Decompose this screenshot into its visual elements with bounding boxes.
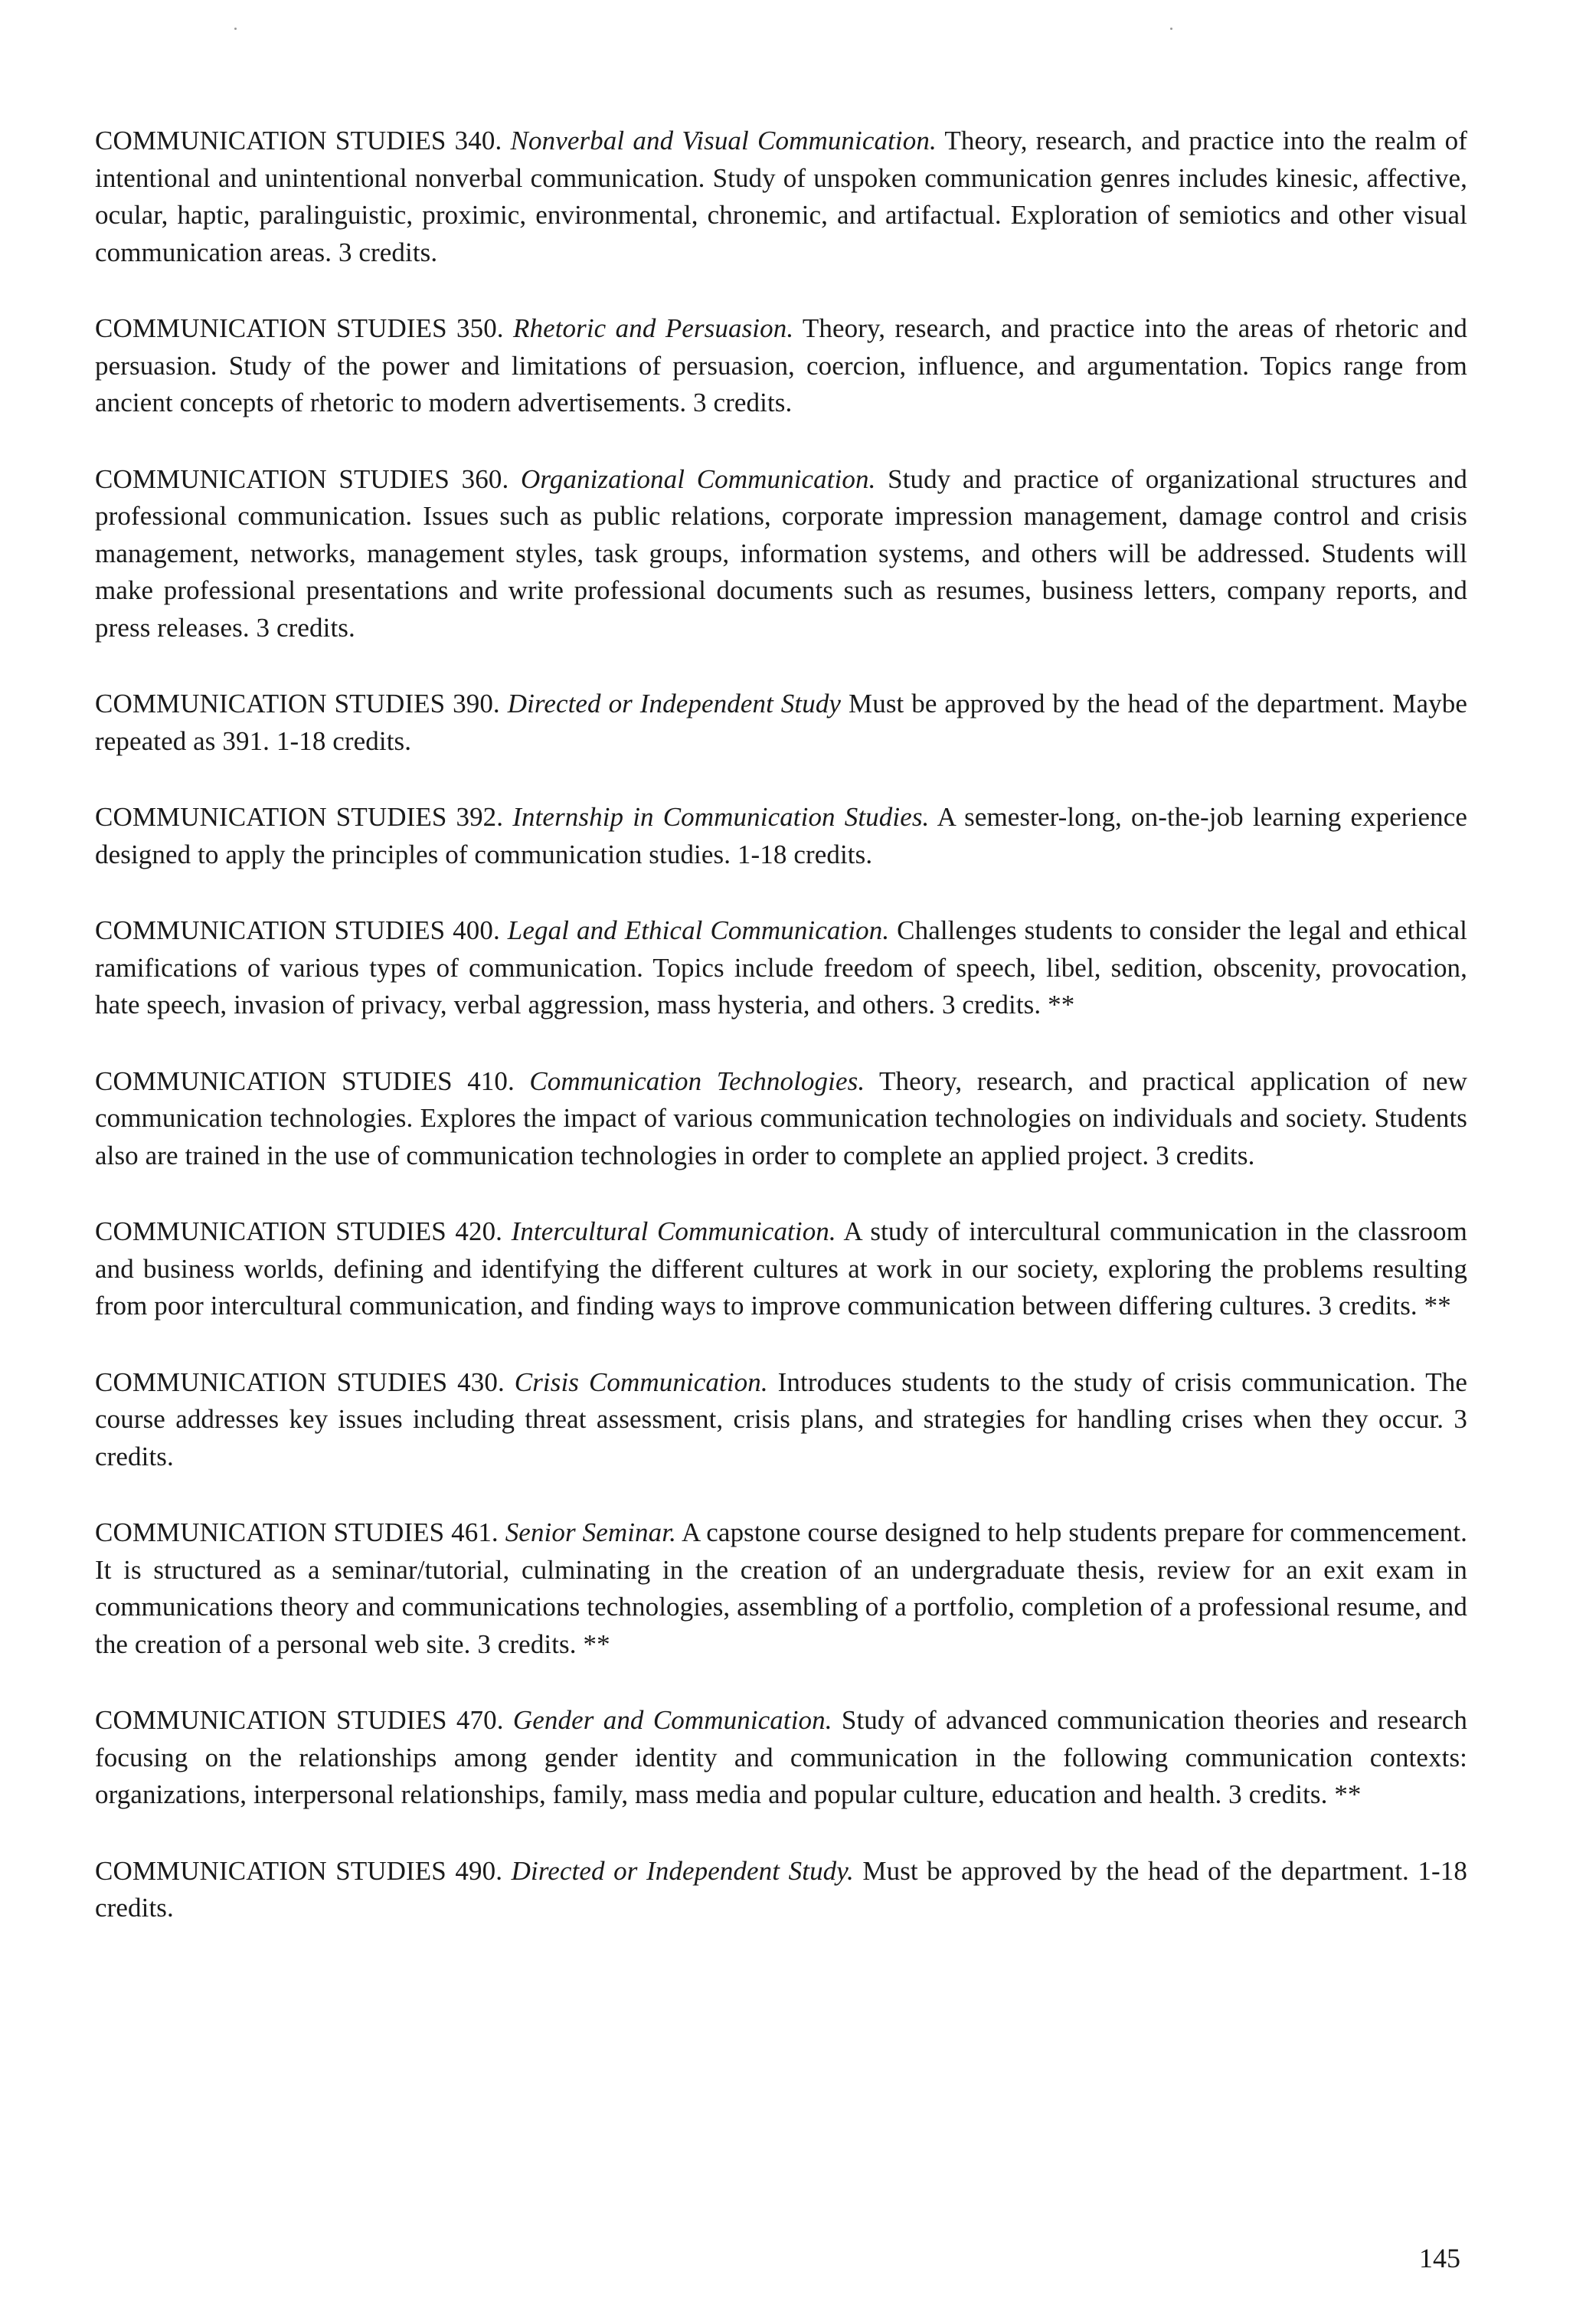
course-title: Senior Seminar.	[505, 1517, 676, 1547]
course-description: A semester-long, on-the-job learning experience designed to apply the principles of communication studies. 1-18 credits.	[95, 802, 1467, 869]
course-title: Nonverbal and Visual Communication.	[510, 126, 937, 155]
course-entry-400	[95, 912, 1467, 1024]
course-code: COMMUNICATION STUDIES 490.	[95, 1855, 503, 1886]
course-description: A study of intercultural communication in the classroom and business worlds, defining and identifying the different cultures at work in our society, exploring the problems resulting from poor intercultural communication, and finding ways to improve communication between differing cultures. 3 credits. **	[95, 1216, 1467, 1321]
course-entry-390	[95, 686, 1467, 760]
course-entry-461	[95, 1514, 1467, 1663]
course-title: Organizational Communication.	[521, 463, 876, 494]
course-entry-392	[95, 799, 1467, 873]
course-title: Intercultural Communication.	[511, 1216, 836, 1246]
scan-speck	[234, 28, 237, 30]
course-entry-490	[95, 1853, 1467, 1927]
course-code: COMMUNICATION STUDIES 392.	[95, 802, 504, 832]
course-code: COMMUNICATION STUDIES 420.	[95, 1216, 503, 1246]
course-description: Theory, research, and practice into the realm of intentional and unintentional nonverbal communication. Study of unspoken communication genres includes kinesic, affective, ocular, haptic, paralinguistic, proximic, environmental, chronemic, and artifactual. Exploration of semiotics and other visual communication areas. 3 credits.	[95, 126, 1467, 267]
course-title: Directed or Independent Study.	[511, 1855, 854, 1886]
course-entry-410	[95, 1063, 1467, 1175]
course-title: Rhetoric and Persuasion.	[513, 313, 794, 343]
course-title: Gender and Communication.	[512, 1705, 832, 1735]
course-code: COMMUNICATION STUDIES 350.	[95, 313, 504, 343]
course-description: Study of advanced communication theories and research focusing on the relationships among gender identity and communication in the following communication contexts: organizations, interpersonal relationships, family, mass media and popular culture, education and health. 3 credits. **	[95, 1705, 1467, 1809]
course-title: Crisis Communication.	[514, 1367, 768, 1397]
course-description: Study and practice of organizational structures and professional communication. Issues such as public relations, corporate impression management, damage control and crisis management, networks, management styles, task groups, information systems, and others will be addressed. Students will make professional presentations and write professional documents such as resumes, business letters, company reports, and press releases. 3 credits.	[95, 463, 1467, 643]
course-code: COMMUNICATION STUDIES 340.	[95, 126, 502, 155]
course-entry-430	[95, 1364, 1467, 1476]
course-description: Must be approved by the head of the department. 1-18 credits.	[95, 1855, 1467, 1923]
scan-speck	[1170, 28, 1172, 30]
course-code: COMMUNICATION STUDIES 430.	[95, 1367, 505, 1397]
course-description: Challenges students to consider the legal and ethical ramifications of various types of communication. Topics include freedom of speech, libel, sedition, obscenity, provocation, hate speech, invasion of privacy, verbal aggression, mass hysteria, and others. 3 credits. **	[95, 915, 1467, 1020]
course-title: Communication Technologies.	[529, 1065, 865, 1096]
course-title: Legal and Ethical Communication.	[507, 915, 890, 945]
course-description: Introduces students to the study of crisis communication. The course addresses key issues including threat assessment, crisis plans, and strategies for handling crises when they occur. 3 credits.	[95, 1367, 1467, 1471]
course-code: COMMUNICATION STUDIES 461.	[95, 1517, 499, 1547]
course-description: Theory, research, and practical application of new communication technologies. Explores the impact of various communication technologies on individuals and society. Students also are trained in the use of communication technologies in order to complete an applied project. 3 credits.	[95, 1065, 1467, 1170]
page-number: 145	[1419, 2243, 1460, 2273]
course-code: COMMUNICATION STUDIES 470.	[95, 1705, 504, 1735]
course-title: Directed or Independent Study	[507, 689, 842, 718]
course-code: COMMUNICATION STUDIES 390.	[95, 689, 500, 718]
course-description: Must be approved by the head of the department. Maybe repeated as 391. 1-18 credits.	[95, 689, 1467, 756]
course-code: COMMUNICATION STUDIES 410.	[95, 1065, 515, 1096]
course-code: COMMUNICATION STUDIES 360.	[95, 463, 509, 494]
course-entry-360	[95, 461, 1467, 647]
course-entry-420	[95, 1213, 1467, 1325]
course-description: Theory, research, and practice into the areas of rhetoric and persuasion. Study of the power and limitations of persuasion, coercion, influence, and argumentation. Topics range from ancient concepts of rhetoric to modern advertisements. 3 credits.	[95, 313, 1467, 417]
course-list	[95, 123, 1467, 1966]
course-entry-470	[95, 1702, 1467, 1814]
course-description: A capstone course designed to help students prepare for commencement. It is structured as a seminar/tutorial, culminating in the creation of an undergraduate thesis, review for an exit exam in communications theory and communications technologies, assembling of a portfolio, completion of a professional resume, and the creation of a personal web site. 3 credits. **	[95, 1517, 1467, 1659]
course-entry-340	[95, 123, 1467, 271]
course-title: Internship in Communication Studies.	[512, 802, 930, 832]
course-entry-350	[95, 310, 1467, 422]
course-code: COMMUNICATION STUDIES 400.	[95, 915, 500, 945]
